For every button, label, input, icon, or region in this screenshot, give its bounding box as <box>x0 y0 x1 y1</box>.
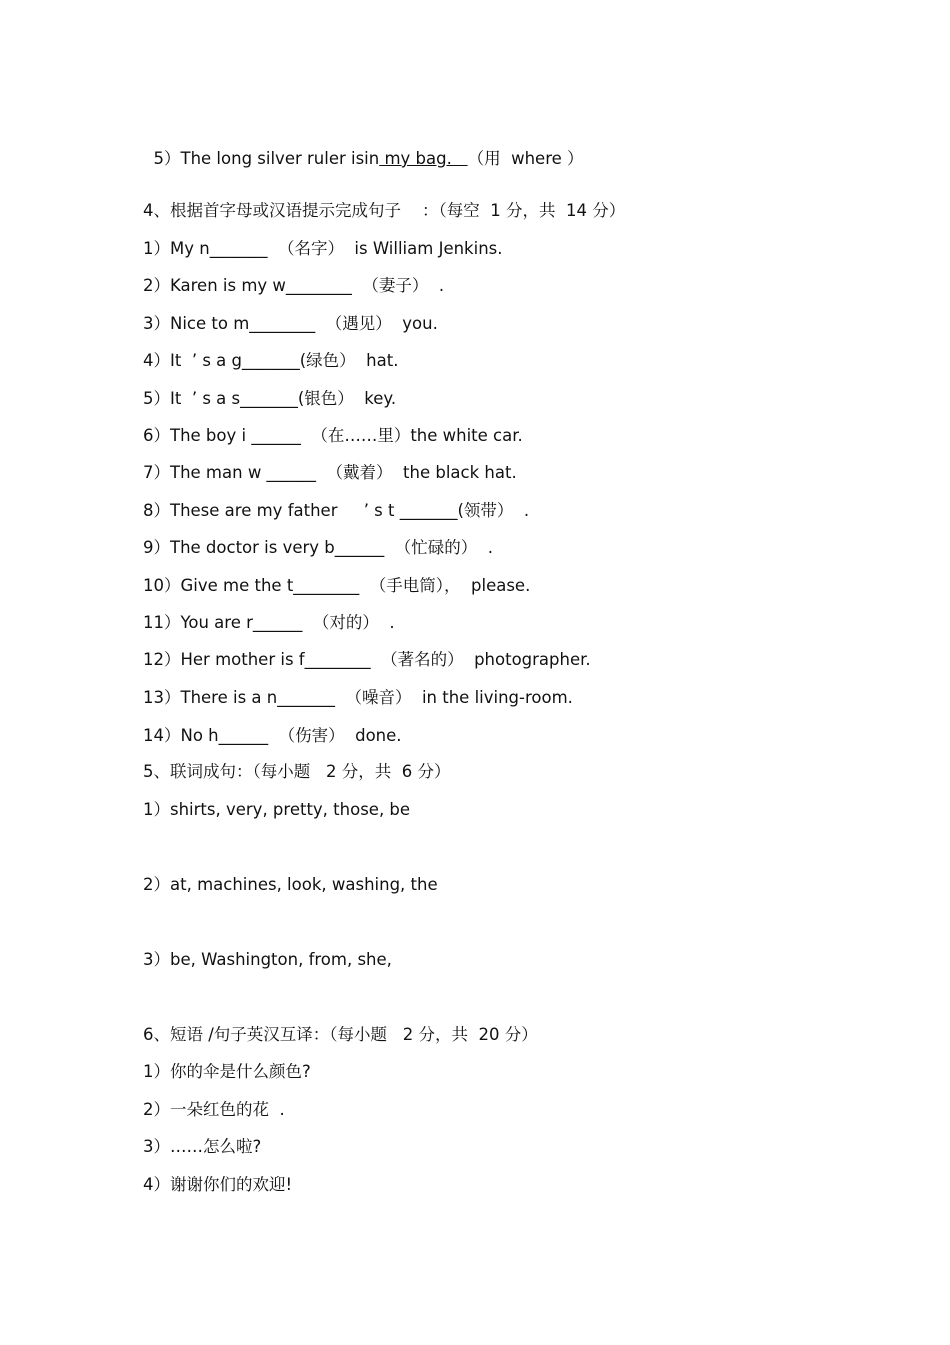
question-line: 13）There is a n_______ （噪音） in the living-room. <box>143 688 573 707</box>
question-line: 12）Her mother is f________ （著名的） photographer. <box>143 650 591 669</box>
underlined-answer: my bag. <box>379 149 468 168</box>
question-line: 9）The doctor is very b______ （忙碌的） . <box>143 538 493 557</box>
section-4-header: 4、根据首字母或汉语提示完成句子 ：（每空 1 分，共 14 分） <box>143 201 626 220</box>
question-line: 8）These are my father ’ s t _______(领带） . <box>143 501 530 520</box>
question-line: 2）Karen is my w________ （妻子） . <box>143 276 445 295</box>
section-5-header: 5、联词成句：（每小题 2 分，共 6 分） <box>143 762 451 781</box>
question-line: 2）一朵红色的花 . <box>143 1100 285 1119</box>
question-line: 3）……怎么啦? <box>143 1137 262 1156</box>
question-line: 1）shirts, very, pretty, those, be <box>143 800 411 819</box>
question-hint: （用 where ） <box>467 149 584 168</box>
question-line: 2）at, machines, look, washing, the <box>143 875 438 894</box>
question-line: 11）You are r______ （对的） . <box>143 613 395 632</box>
question-line: 3）Nice to m________ （遇见） you. <box>143 314 438 333</box>
section-6-header: 6、短语 /句子英汉互译：（每小题 2 分，共 20 分） <box>143 1025 538 1044</box>
question-line: 14）No h______ （伤害） done. <box>143 726 402 745</box>
question-line <box>143 126 584 170</box>
question-line: 1）My n_______ （名字） is William Jenkins. <box>143 239 503 258</box>
question-line: 10）Give me the t________ （手电筒）， please. <box>143 576 531 595</box>
question-line: 4）It ’ s a g_______(绿色） hat. <box>143 351 399 370</box>
question-line: 4）谢谢你们的欢迎! <box>143 1175 293 1194</box>
question-text: 5）The long silver ruler isin <box>153 149 380 168</box>
question-line: 7）The man w ______ （戴着） the black hat. <box>143 463 517 482</box>
question-line: 6）The boy i ______ （在……里）the white car. <box>143 426 523 445</box>
question-line: 1）你的伞是什么颜色? <box>143 1062 311 1081</box>
question-line: 5）It ’ s a s_______(银色） key. <box>143 389 397 408</box>
question-line: 3）be, Washington, from, she, <box>143 950 392 969</box>
